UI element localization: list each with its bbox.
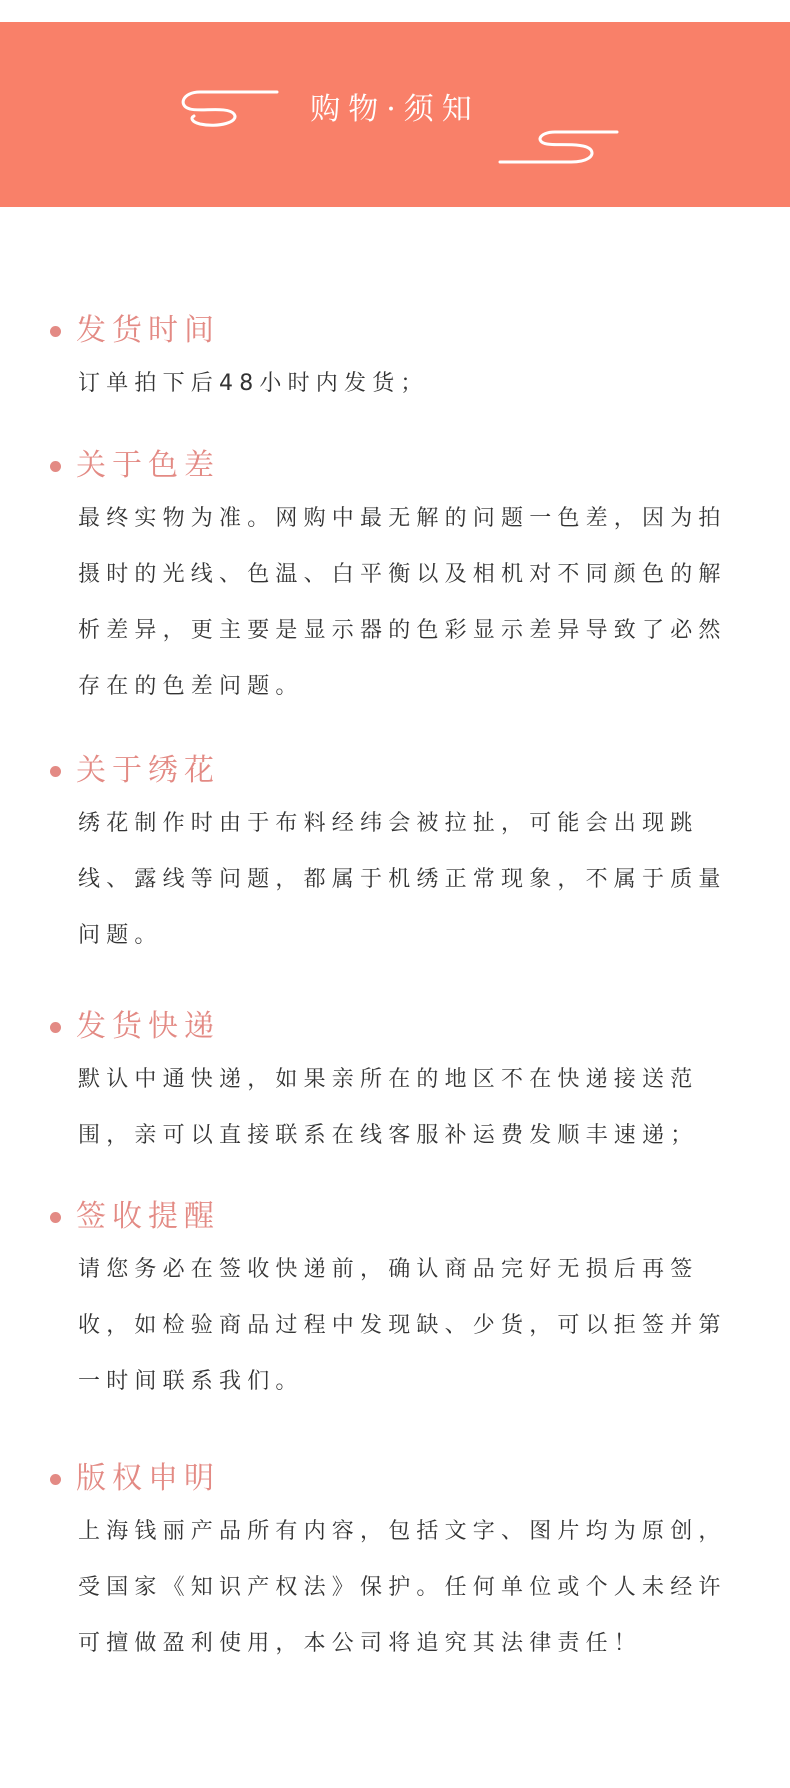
banner-title: 购物·须知: [310, 92, 480, 127]
bullet-dot-icon: [50, 1022, 61, 1033]
section-heading: 版权申明: [76, 1461, 220, 1496]
section-heading: 发货时间: [76, 313, 220, 348]
section-heading: 发货快递: [76, 1009, 220, 1044]
header-banner: [0, 22, 790, 207]
bullet-dot-icon: [50, 1474, 61, 1485]
section-body: 上海钱丽产品所有内容，包括文字、图片均为原创，受国家《知识产权法》保护。任何单位或个人未经许可擅做盈利使用，本公司将追究其法律责任！: [78, 1519, 727, 1656]
section-heading: 关于色差: [76, 448, 220, 483]
bullet-dot-icon: [50, 1212, 61, 1223]
section-body: 默认中通快递，如果亲所在的地区不在快递接送范围，亲可以直接联系在线客服补运费发顺丰速递；: [78, 1067, 699, 1148]
section-body: 最终实物为准。网购中最无解的问题一色差，因为拍摄时的光线、色温、白平衡以及相机对不同颜色的解析差异，更主要是显示器的色彩显示差异导致了必然存在的色差问题。: [78, 506, 727, 699]
bullet-dot-icon: [50, 326, 61, 337]
bullet-dot-icon: [50, 461, 61, 472]
bullet-dot-icon: [50, 766, 61, 777]
cloud-swirl-icon: [495, 110, 625, 170]
section-body: 绣花制作时由于布料经纬会被拉扯，可能会出现跳线、露线等问题，都属于机绣正常现象，不属于质量问题。: [78, 811, 727, 948]
section-body: 请您务必在签收快递前，确认商品完好无损后再签收，如检验商品过程中发现缺、少货，可以拒签并第一时间联系我们。: [78, 1257, 727, 1394]
section-heading: 签收提醒: [76, 1199, 220, 1234]
section-body: 订单拍下后48小时内发货；: [78, 371, 429, 396]
section-heading: 关于绣花: [76, 753, 220, 788]
